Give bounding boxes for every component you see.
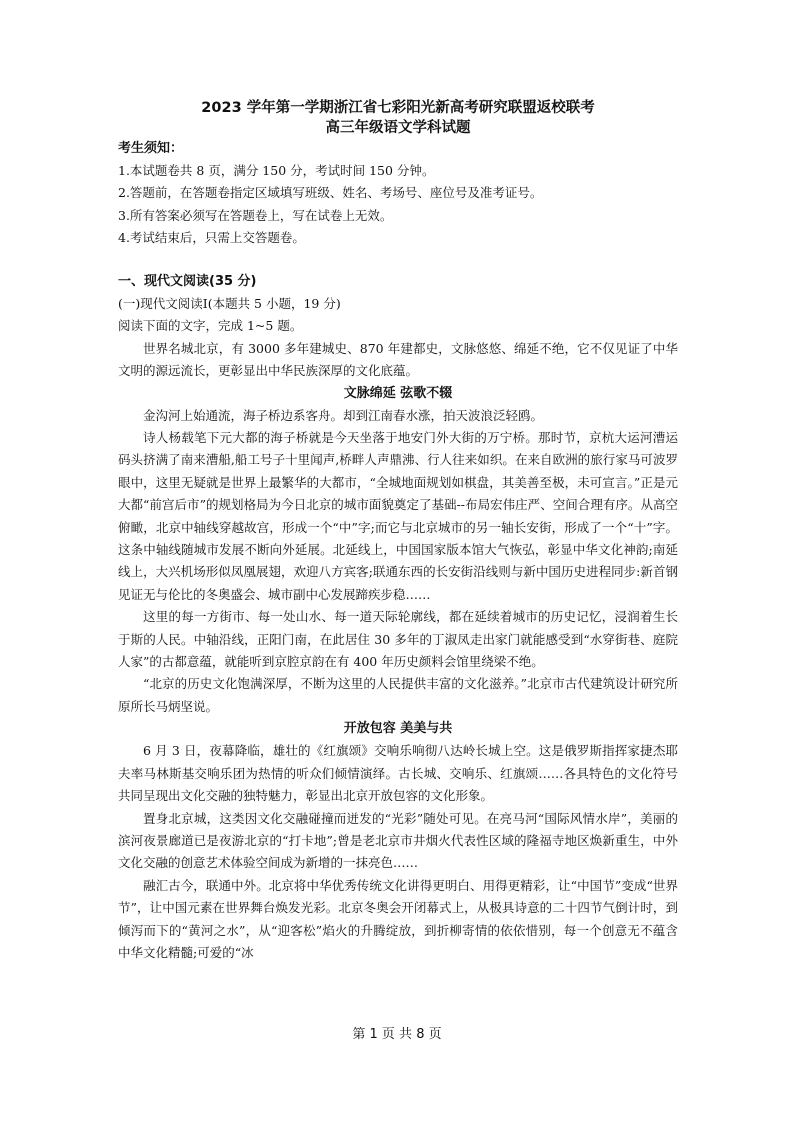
section-heading: 一、现代文阅读(35 分) bbox=[118, 274, 257, 290]
exam-title-line2: 高三年级语文学科试题 bbox=[325, 120, 471, 136]
page-number: 第 1 页 共 8 页 bbox=[352, 1027, 442, 1042]
passage-paragraph: 置身北京城，这类因文化交融碰撞而迸发的“光彩”随处可见。在亮马河“国际风情水岸”，美丽的滨河夜景廊道已是夜游北京的“打卡地”;曾是老北京市井烟火代表性区域的隆福寺地区焕新重生，中外文化交融的创意艺术体验空间成为新增的一抹亮色…… bbox=[118, 810, 678, 871]
passage-paragraph: 融汇古今，联通中外。北京将中华优秀传统文化讲得更明白、用得更精彩，让“中国节”变成“世界节”，让中国元素在世界舞台焕发光彩。北京冬奥会开闭幕式上，从极具诗意的二十四节气倒计时，到倾泻而下的“黄河之水”，从“迎客松”焰火的升腾绽放，到折柳寄情的依依惜别，每一个创意无不蕴含中华文化精髓;可爱的“冰 bbox=[118, 877, 678, 960]
passage-intro: 世界名城北京，有 3000 多年建城史、870 年建都史，文脉悠悠、绵延不绝，它不仅见证了中华文明的源远流长，更彰显出中华民族深厚的文化底蕴。 bbox=[118, 340, 678, 379]
passage-paragraph: 6 月 3 日，夜幕降临，雄壮的《红旗颂》交响乐响彻八达岭长城上空。这是俄罗斯指挥家捷杰耶夫率马林斯基交响乐团为热情的听众们倾情演绎。古长城、交响乐、红旗颂……各具特色的文化符号共同呈现出文化交融的独特魅力，彰显出北京开放包容的文化形象。 bbox=[118, 743, 678, 804]
exam-title-line1: 2023 学年第一学期浙江省七彩阳光新高考研究联盟返校联考 bbox=[201, 100, 595, 116]
part-heading: 开放包容 美美与共 bbox=[343, 721, 453, 737]
notice-item: 4.考试结束后，只需上交答题卷。 bbox=[118, 229, 305, 245]
passage-paragraph: 诗人杨载笔下元大都的海子桥就是今天坐落于地安门外大街的万宁桥。那时节，京杭大运河漕运码头挤满了南来漕船,船工号子十里闻声,桥畔人声鼎沸、行人往来如织。在来自欧洲的旅行家马可波罗眼中，这里无疑就是世界上最繁华的大都市，“全城地面规划如棋盘，其美善至极，未可宣言。”正是元大都“前宫后市”的规划格局为今日北京的城市面貌奠定了基础--布局宏伟庄严、空间合理有序。从高空俯瞰，北京中轴线穿越故宫，形成一个“中”字;而它与北京城市的另一轴长安街，形成了一个“十”字。这条中轴线随城市发展不断向外延展。北延线上，中国国家版本馆大气恢弘，彰显中华文化神韵;南延线上，大兴机场形似凤凰展翅，欢迎八方宾客;联通东西的长安街沿线则与新中国历史进程同步:新首钢见证无与伦比的冬奥盛会、城市副中心发展蹄疾步稳…… bbox=[118, 430, 678, 602]
notice-item: 2.答题前，在答题卷指定区域填写班级、姓名、考场号、座位号及准考证号。 bbox=[118, 185, 543, 201]
spacer bbox=[118, 249, 678, 271]
part-heading: 文脉绵延 弦歌不辍 bbox=[343, 385, 453, 401]
passage-paragraph: 金沟河上始通流，海子桥边系客舟。却到江南春水涨，拍天波浪泛轻鸥。 bbox=[143, 407, 544, 423]
passage-paragraph: “北京的历史文化饱满深厚，不断为这里的人民提供丰富的文化滋养。”北京市古代建筑设计研究所原所长马炳坚说。 bbox=[118, 676, 678, 714]
exam-page bbox=[118, 98, 678, 964]
notice-item: 3.所有答案必须写在答题卷上，写在试卷上无效。 bbox=[118, 207, 393, 223]
passage-paragraph: 这里的每一方街市、每一处山水、每一道天际轮廓线，都在延续着城市的历史记忆，浸润着生长于斯的人民。中轴沿线，正阳门南，在此居住 30 多年的丁淑凤走出家门就能感受到“水穿街巷、庭院人家”的古都意蕴，就能听到京腔京韵在有 400 年历史颜料会馆里绕梁不绝。 bbox=[118, 609, 678, 670]
section-instruction: 阅读下面的文字，完成 1~5 题。 bbox=[118, 318, 303, 334]
notice-heading: 考生须知： bbox=[118, 141, 184, 156]
notice-item: 1.本试题卷共 8 页，满分 150 分，考试时间 150 分钟。 bbox=[118, 163, 435, 178]
section-subheading: (一)现代文阅读Ⅰ(本题共 5 小题，19 分) bbox=[118, 296, 341, 312]
